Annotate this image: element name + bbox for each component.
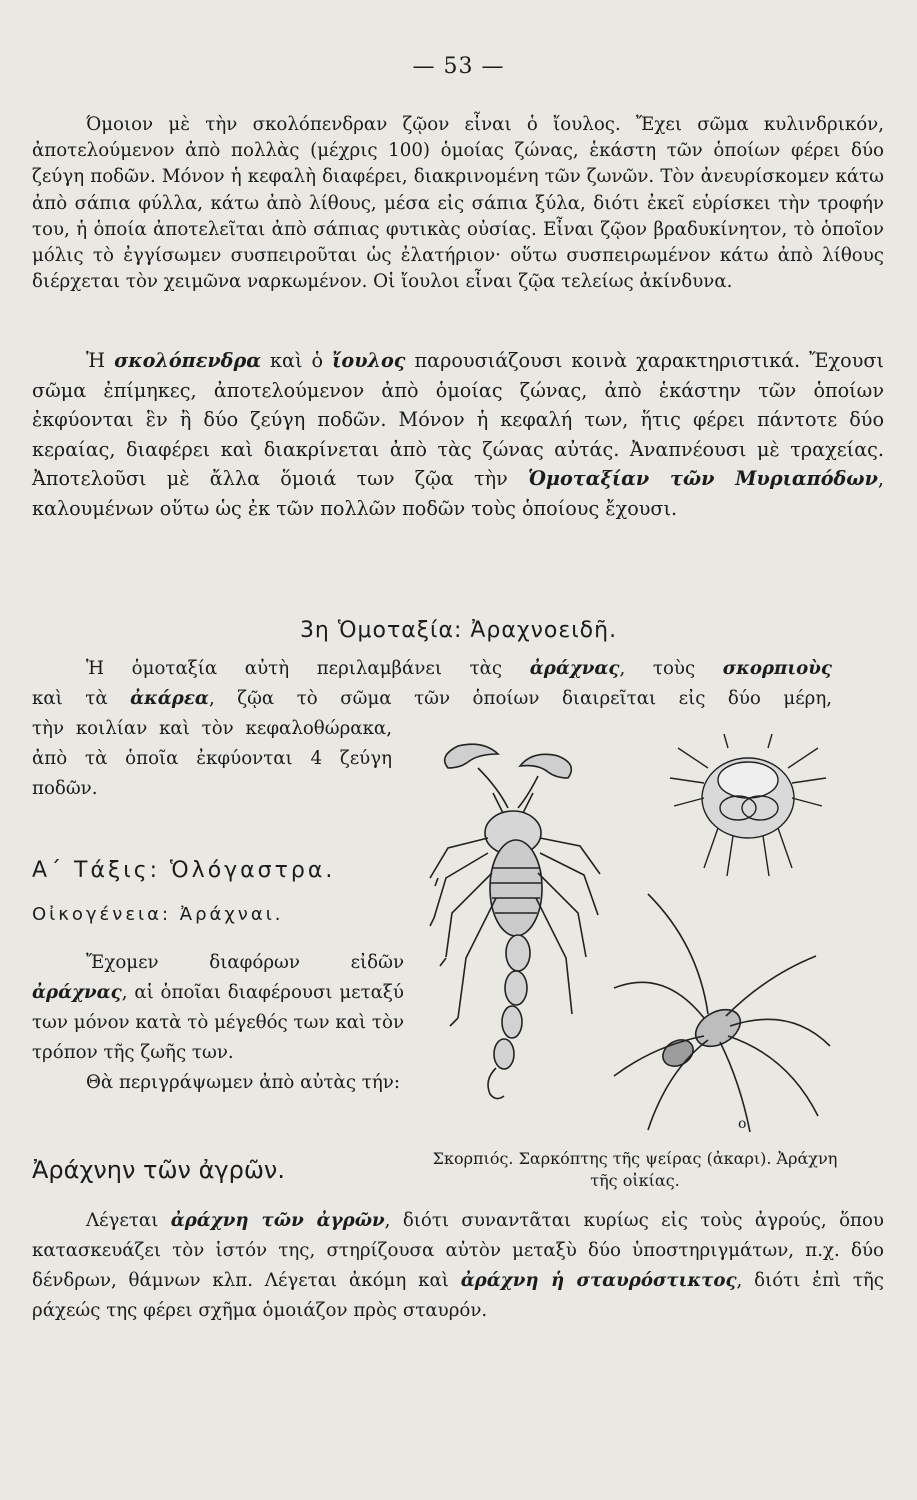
paragraph-myriapods [32,346,884,523]
term-scorpions: σκορπιοὺς [722,658,832,679]
arachnid-figure-svg [408,728,888,1138]
term-spiders-2: ἀράχνας [32,982,122,1003]
page-number: — 53 — [412,54,505,79]
term-scolopendra: σκολόπενδρα [114,349,262,372]
paragraph-5-text: Θὰ περιγράψωμεν ἀπὸ αὐτὰς τήν: [86,1072,400,1093]
arachnid-illustrations [408,728,888,1138]
house-spider-drawing [614,894,830,1132]
paragraph-field-spider [32,1206,884,1326]
section-title-arachnids: 3η Ὁμοταξία: Ἀραχνοειδῆ. [299,618,618,643]
scorpion-drawing [430,744,600,1098]
paragraph-6-text: Λέγεται ἀράχνη τῶν ἀγρῶν, διότι συναντᾶται κυρίως εἰς τοὺς ἀγρούς, ὅπου κατασκευάζει τὸν ἱστόν της, στηρίζουσα αὐτὸν μεταξὺ δύο ὑποστηριγμάτων, π.χ. δύο δένδρων, θάμνων κλπ. Λέγεται ἀκόμη καὶ ἀράχνη ἡ σταυρόστικτος, διότι ἐπὶ τῆς ράχεώς της φέρει σχῆμα ὁμοιάζον πρὸς σταυρόν. [32,1210,884,1321]
order-title: Α΄ Τάξις: Ὁλόγαστρα. [32,858,336,883]
paragraph-2-text: Ἡ σκολόπενδρα καὶ ὁ ἴουλος παρουσιάζουσι κοινὰ χαρακτηριστικά. Ἔχουσι σῶμα ἐπίμηκες, ἀποτελούμενον ἀπὸ ὁμοίας ζώνας, ἀπὸ ἑκάστην τῶν ὁποίων ἐκφύονται ἓν ἢ δύο ζεύγη ποδῶν. Μόνον ἡ κεφαλή των, ἥτις φέρει πάντοτε δύο κεραίας, διαφέρει καὶ διακρίνεται ἀπὸ τὰς ζώνας αὐτάς. Ἀναπνέουσι μὲ τραχείας. Ἀποτελοῦσι μὲ ἄλλα ὅμοιά των ζῷα τὴν Ὁμοταξίαν τῶν Μυριαπόδων, καλουμένων οὕτω ὡς ἐκ τῶν πολλῶν ποδῶν τοὺς ὁποίους ἔχουσι. [32,349,884,520]
family-title: Οἰκογένεια: Ἀράχναι. [32,904,284,925]
term-field-spider: ἀράχνη τῶν ἀγρῶν [170,1210,385,1231]
term-cross-spider: ἀράχνη ἡ σταυρόστικτος [460,1270,737,1291]
paragraph-millipede [32,112,884,295]
term-mites: ἀκάρεα [130,688,209,709]
figure-label: o [738,1116,747,1132]
mite-drawing [670,734,826,876]
species-heading: Ἀράχνην τῶν ἀγρῶν. [32,1156,285,1184]
paragraph-arachnid-class: Ἡ ὁμοταξία αὐτὴ περιλαμβάνει τὰς ἀράχνας, τοὺς σκορπιοὺς καὶ τὰ ἀκάρεα, ζῷα τὸ σῶμα τῶν ὁποίων διαιρεῖται εἰς δύο μέρη, τὴν κοιλίαν καὶ τὸν κεφαλοθώρακα, ἀπὸ τὰ ὁποῖα ἐκφύονται 4 ζεύγη ποδῶν. [32,654,884,804]
paragraph-spider-types [32,948,404,1098]
term-spiders: ἀράχνας [529,658,620,679]
term-iulus: ἴουλος [332,349,406,372]
paragraph-3-rest: τὴν κοιλίαν καὶ τὸν κεφαλοθώρακα, ἀπὸ τὰ ὁποῖα ἐκφύονται 4 ζεύγη ποδῶν. [32,718,392,799]
paragraph-1-text: Όμοιον μὲ τὴν σκολόπενδραν ζῷον εἶναι ὁ ἴουλος. Ἔχει σῶμα κυλινδρικόν, ἀποτελούμενον ἀπὸ πολλὰς (μέχρις 100) ὁμοίας ζώνας, ἑκάστη τῶν ὁποίων φέρει δύο ζεύγη ποδῶν. Μόνον ἡ κεφαλὴ διαφέρει, διακρινομένη τῶν ζωνῶν. Τὸν ἀνευρίσκομεν κάτω ἀπὸ σάπια φύλλα, κάτω ἀπὸ λίθους, μέσα εἰς σάπια ξύλα, διότι ἐκεῖ εὑρίσκει τὴν τροφήν του, ἡ ὁποία ἀποτελεῖται ἀπὸ σάπιας φυτικὰς οὐσίας. Εἶναι ζῷον βραδυκίνητον, τὸ ὁποῖον μόλις τὸ ἐγγίσωμεν συσπειροῦται ὡς ἐλατήριον· οὕτω συσπειρωμένον κάτω ἀπὸ λίθους διέρχεται τὸν χειμῶνα ναρκωμένον. Οἱ ἴουλοι εἶναι ζῷα τελείως ἀκίνδυνα. [32,114,884,293]
term-myriapoda: Ὁμοταξίαν τῶν Μυριαπόδων [528,467,878,490]
figure-caption: Σκορπιός. Σαρκόπτης τῆς ψείρας (ἀκαρι). Ἀράχνη τῆς οἰκίας. [432,1149,838,1190]
paragraph-4-text: Ἔχομεν διαφόρων εἰδῶν ἀράχνας, αἱ ὁποῖαι διαφέρουσι μεταξύ των μόνον κατὰ τὸ μέγεθός των καὶ τὸν τρόπον τῆς ζωῆς των. [32,952,404,1063]
